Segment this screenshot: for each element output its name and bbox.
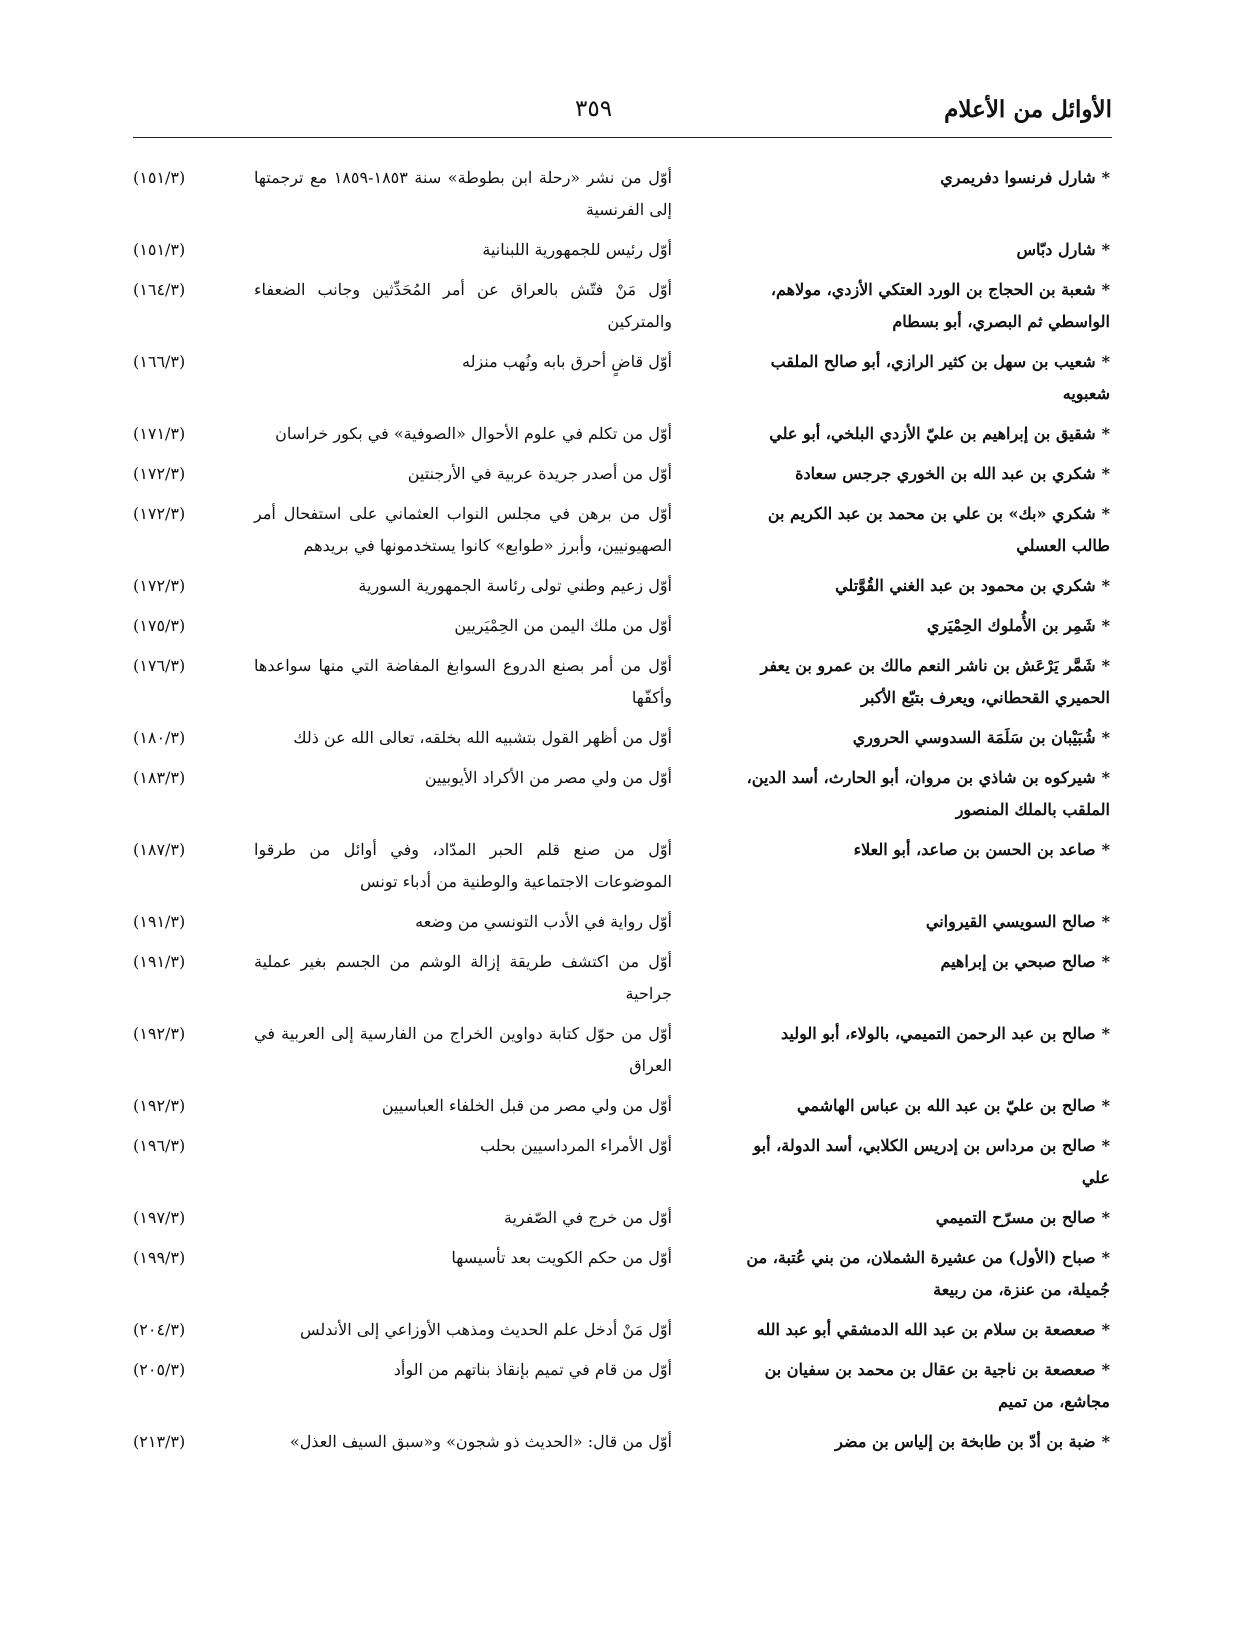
entry-reference: (١٧٢/٣) [133,576,186,595]
asterisk-marker: * [1101,1320,1110,1339]
entry-row [133,1202,1112,1234]
entry-name-text: شعيب بن سهل بن كثير الرازي، أبو صالح الملقب شعبويه [770,352,1110,403]
entry-name [730,458,1110,490]
entry-reference: (١٨٣/٣) [133,768,186,787]
entry-name [730,1090,1110,1122]
entry-description: أوّل من ملك اليمن من الحِمْيَريين [454,616,672,635]
entry-name-text: صالح السويسي القيرواني [925,912,1096,931]
entry-name-text: شَمِر بن الأُملوك الحِمْيَري [926,616,1096,635]
asterisk-marker: * [1101,952,1110,971]
entry-name-text: شيركوه بن شاذي بن مروان، أبو الحارث، أسد الدين، الملقب بالملك المنصور [746,768,1110,819]
entry-description: أوّل من أمر بصنع الدروع السوابغ المفاضة التي منها سواعدها وأكفّها [254,656,672,707]
entry-description: أوّل من تكلم في علوم الأحوال «الصوفية» في بكور خراسان [275,424,672,443]
entry-name-text: شَمَّر يَرْعَش بن ناشر النعم مالك بن عمرو بن يعفر الحميري القحطاني، ويعرف بتبّع الأكبر [760,656,1110,707]
entry-reference: (١٨٠/٣) [133,728,186,747]
entry-reference: (١٧٥/٣) [133,616,186,635]
entry-row [133,834,1112,898]
entry-name-text: شعبة بن الحجاج بن الورد العتكي الأزدي، مولاهم، الواسطي ثم البصري، أبو بسطام [770,280,1110,331]
entry-description: أوّل مَنْ فتّش بالعراق عن أمر المُحَدِّثين وجانب الضعفاء والمتركين [254,280,672,331]
entry-reference: (١٩١/٣) [133,912,186,931]
entry-reference: (١٦٦/٣) [133,352,186,371]
entry-reference: (٢٠٤/٣) [133,1320,186,1339]
entry-name-text: صالح صبحي بن إبراهيم [940,952,1096,971]
asterisk-marker: * [1101,424,1110,443]
entry-row [133,1090,1112,1122]
entry-reference: (١٩٢/٣) [133,1096,186,1115]
entry-row [133,1354,1112,1418]
entry-row [133,346,1112,410]
entry-reference: (١٥١/٣) [133,240,186,259]
entry-name [730,610,1110,642]
entry-reference: (٢١٣/٣) [133,1432,186,1451]
asterisk-marker: * [1101,656,1110,675]
entry-name [730,274,1110,338]
entry-name [730,570,1110,602]
asterisk-marker: * [1101,168,1110,187]
entry-name [730,834,1110,866]
asterisk-marker: * [1101,1024,1110,1043]
entry-name-text: صعصعة بن سلام بن عبد الله الدمشقي أبو عبد الله [756,1320,1096,1339]
entry-name [730,1130,1110,1194]
entry-description: أوّل من اكتشف طريقة إزالة الوشم من الجسم بغير عملية جراحية [254,952,672,1003]
entry-name-text: شكري بن عبد الله بن الخوري جرجس سعادة [795,464,1096,483]
entry-name-text: شارل فرنسوا دفريمري [940,168,1096,187]
entry-row [133,722,1112,754]
entry-description: أوّل رئيس للجمهورية اللبنانية [482,240,672,259]
entry-name-text: صالح بن عبد الرحمن التميمي، بالولاء، أبو الوليد [780,1024,1096,1043]
entry-description: أوّل من أظهر القول بتشبيه الله بخلقه، تعالى الله عن ذلك [293,728,672,747]
entry-reference: (١٩٩/٣) [133,1248,186,1267]
entry-row [133,274,1112,338]
entry-name-text: شقيق بن إبراهيم بن عليّ الأزدي البلخي، أبو علي [769,424,1096,443]
entry-row [133,1426,1112,1458]
entry-row [133,458,1112,490]
asterisk-marker: * [1101,240,1110,259]
entry-description: أوّل من صنع قلم الحبر المدّاد، وفي أوائل من طرقوا الموضوعات الاجتماعية والوطنية من أدباء تونس [254,840,673,891]
entry-reference: (١٧٢/٣) [133,504,186,523]
entry-description: أوّل من قام في تميم بإنقاذ بناتهم من الوأد [393,1360,672,1379]
asterisk-marker: * [1101,1432,1110,1451]
entry-name-text: شكري «بك» بن علي بن محمد بن عبد الكريم بن طالب العسلي [767,504,1110,555]
entry-reference: (١٧١/٣) [133,424,186,443]
entry-name [730,906,1110,938]
asterisk-marker: * [1101,840,1110,859]
entry-row [133,1018,1112,1082]
entry-row [133,610,1112,642]
asterisk-marker: * [1101,464,1110,483]
entry-name [730,498,1110,562]
entry-list [133,162,1112,1466]
asterisk-marker: * [1101,912,1110,931]
entry-name-text: شُبَيْبان بن سَلَمَة السدوسي الحروري [852,728,1096,747]
entry-name [730,1018,1110,1050]
entry-reference: (١٨٧/٣) [133,840,186,859]
entry-name [730,762,1110,826]
asterisk-marker: * [1101,768,1110,787]
entry-description: أوّل من برهن في مجلس النواب العثماني على استفحال أمر الصهيونيين، وأبرز «طوابع» كانوا يستخدمونها في بريدهم [254,504,672,555]
entry-name [730,1314,1110,1346]
asterisk-marker: * [1101,616,1110,635]
entry-description: أوّل من أصدر جريدة عربية في الأرجنتين [407,464,672,483]
entry-description: أوّل من حوّل كتابة دواوين الخراج من الفارسية إلى العربية في العراق [254,1024,672,1075]
entry-description: أوّل من ولي مصر من الأكراد الأيوبيين [424,768,672,787]
entry-name-text: صالح بن مسرّح التميمي [935,1208,1096,1227]
asterisk-marker: * [1101,352,1110,371]
entry-reference: (١٩١/٣) [133,952,186,971]
entry-reference: (١٥١/٣) [133,168,186,187]
entry-name [730,418,1110,450]
entry-row [133,498,1112,562]
entry-name [730,650,1110,714]
entry-row [133,570,1112,602]
entry-reference: (١٩٢/٣) [133,1024,186,1043]
entry-name-text: ضبة بن أدّ بن طابخة بن إلياس بن مضر [835,1432,1096,1451]
entry-name [730,1202,1110,1234]
running-header-title: الأوائل من الأعلام [944,96,1112,123]
asterisk-marker: * [1101,1096,1110,1115]
entry-row [133,650,1112,714]
entry-reference: (١٦٤/٣) [133,280,186,299]
entry-row [133,1242,1112,1306]
entry-name [730,722,1110,754]
entry-description: أوّل رواية في الأدب التونسي من وضعه [415,912,672,931]
entry-reference: (١٧٦/٣) [133,656,186,675]
entry-row [133,906,1112,938]
entry-description: أوّل من حكم الكويت بعد تأسيسها [451,1248,672,1267]
entry-description: أوّل من نشر «رحلة ابن بطوطة» سنة ١٨٥٣-١٨٥٩ مع ترجمتها إلى الفرنسية [254,168,672,219]
entry-name [730,946,1110,978]
entry-name-text: صالح بن عليّ بن عبد الله بن عباس الهاشمي [797,1096,1096,1115]
entry-row [133,1314,1112,1346]
asterisk-marker: * [1101,1248,1110,1267]
entry-description: أوّل مَنْ أدخل علم الحديث ومذهب الأوزاعي إلى الأندلس [299,1320,672,1339]
entry-reference: (١٧٢/٣) [133,464,186,483]
entry-description: أوّل قاضٍ أحرق بابه ونُهب منزله [462,352,672,371]
entry-description: أوّل من خرج في الصّفرية [503,1208,672,1227]
entry-reference: (١٩٧/٣) [133,1208,186,1227]
page-number: ٣٥٩ [575,96,613,122]
entry-name-text: شكري بن محمود بن عبد الغني القُوَّتلي [835,576,1096,595]
entry-name-text: صاعد بن الحسن بن صاعد، أبو العلاء [853,840,1096,859]
entry-name-text: شارل دبّاس [1016,240,1096,259]
entry-row [133,1130,1112,1194]
entry-name-text: صالح بن مرداس بن إدريس الكلابي، أسد الدولة، أبو علي [753,1136,1110,1187]
entry-reference: (١٩٦/٣) [133,1136,186,1155]
asterisk-marker: * [1101,504,1110,523]
entry-name [730,162,1110,194]
entry-description: أوّل زعيم وطني تولى رئاسة الجمهورية السورية [358,576,672,595]
entry-row [133,162,1112,226]
entry-name-text: صباح (الأول) من عشيرة الشملان، من بني عُتبة، من جُميلة، من عنزة، من ربيعة [746,1248,1110,1299]
entry-row [133,418,1112,450]
asterisk-marker: * [1101,728,1110,747]
asterisk-marker: * [1101,1208,1110,1227]
entry-row [133,762,1112,826]
asterisk-marker: * [1101,280,1110,299]
entry-reference: (٢٠٥/٣) [133,1360,186,1379]
entry-row [133,234,1112,266]
asterisk-marker: * [1101,1360,1110,1379]
entry-name [730,1242,1110,1306]
entry-name [730,1426,1110,1458]
header-rule [133,137,1112,138]
asterisk-marker: * [1101,576,1110,595]
entry-row [133,946,1112,1010]
entry-description: أوّل الأمراء المرداسيين بحلب [480,1136,672,1155]
entry-name-text: صعصعة بن ناجية بن عقال بن محمد بن سفيان بن مجاشع، من تميم [764,1360,1110,1411]
entry-name [730,346,1110,410]
entry-description: أوّل من ولي مصر من قبل الخلفاء العباسيين [381,1096,672,1115]
entry-name [730,1354,1110,1418]
entry-name [730,234,1110,266]
asterisk-marker: * [1101,1136,1110,1155]
entry-description: أوّل من قال: «الحديث ذو شجون» و«سبق السيف العذل» [289,1432,672,1451]
